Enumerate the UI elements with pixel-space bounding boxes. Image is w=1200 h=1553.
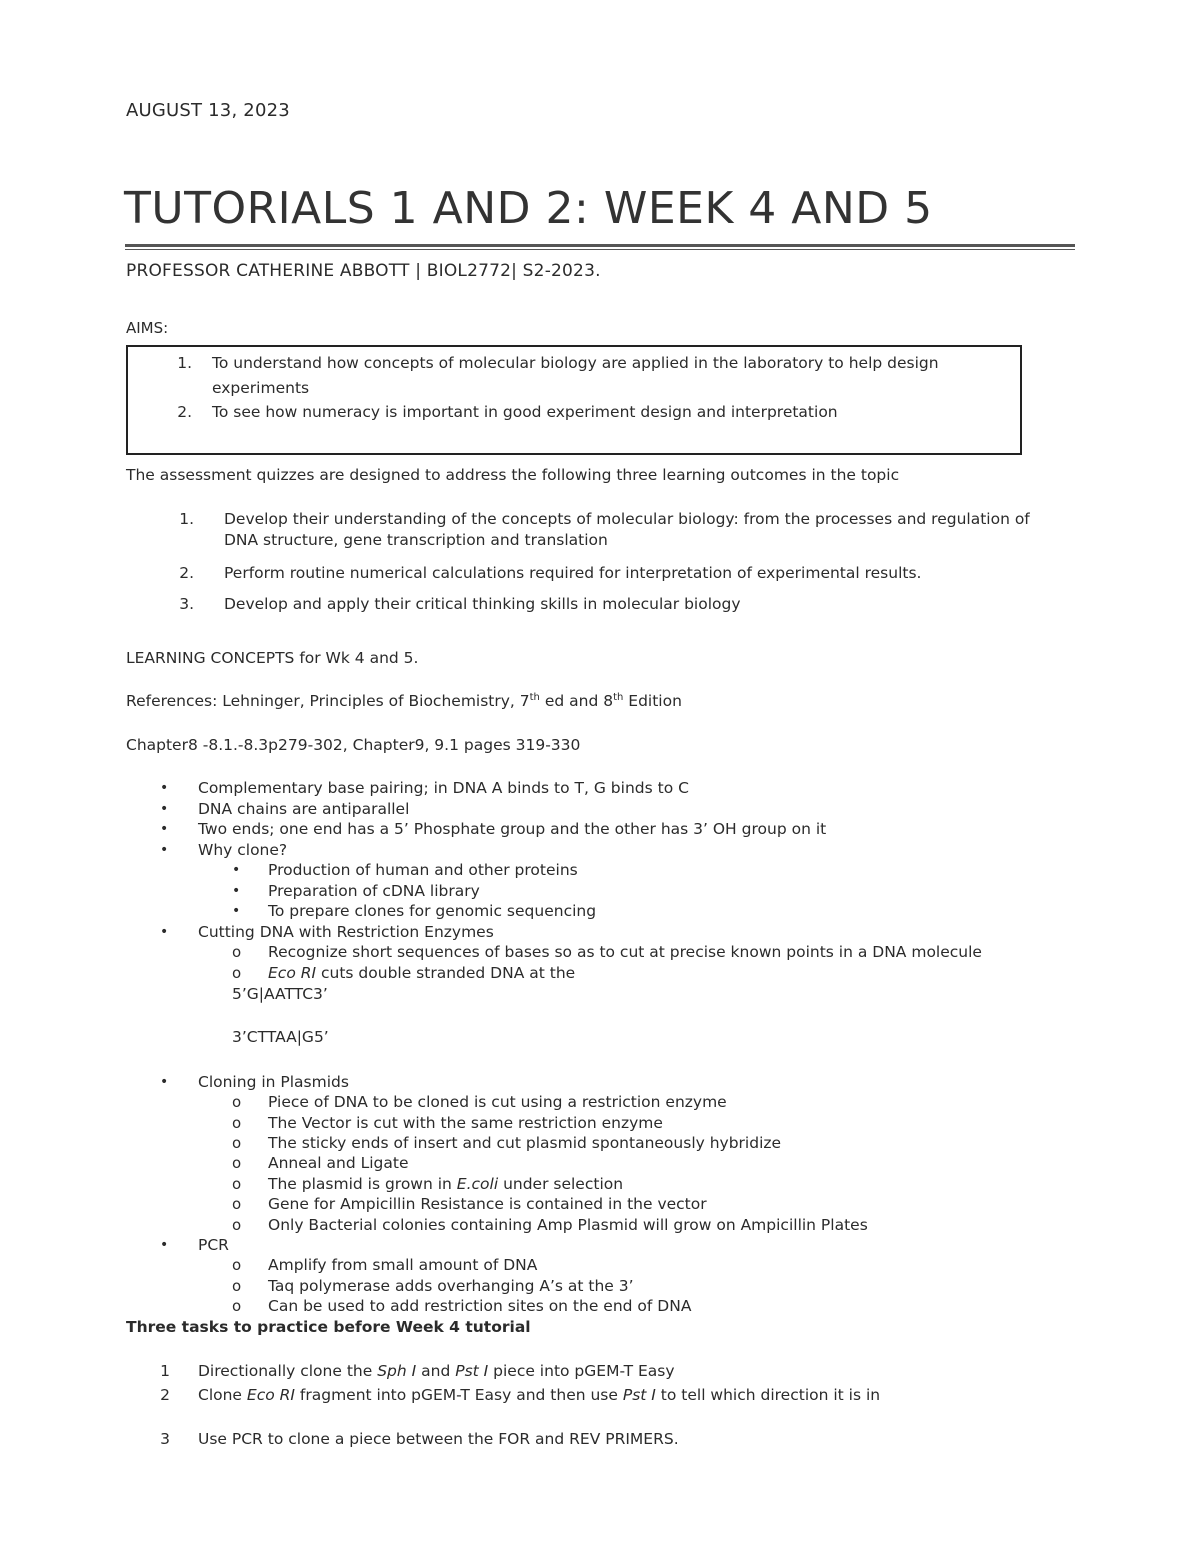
concept-sub-bullet: Anneal and Ligate [268,1154,409,1172]
bullet-glyph: • [160,821,169,837]
hollow-bullet-glyph: o [232,1154,242,1172]
aim-text-continued: experiments [212,379,310,397]
concept-sub-bullet: Amplify from small amount of DNA [268,1256,538,1274]
concept-sub-bullet: Can be used to add restriction sites on the end of DNA [268,1297,692,1315]
outcome-text: Develop their understanding of the concepts of molecular biology: from the processes and regulation of [224,510,1030,528]
concept-sub-bullet: Preparation of cDNA library [268,882,480,900]
sub-bullet-glyph: • [232,883,241,899]
concept-bullet: Why clone? [198,841,288,859]
title-rule-thick [125,244,1075,247]
aim-number: 2. [177,403,192,421]
hollow-bullet-glyph: o [232,1114,242,1132]
concept-sub-bullet: Eco RI cuts double stranded DNA at the [268,964,576,982]
hollow-bullet-glyph: o [232,1195,242,1213]
concept-sub-bullet: Taq polymerase adds overhanging A’s at the 3’ [268,1277,634,1295]
concept-bullet: Cloning in Plasmids [198,1073,349,1091]
bullet-glyph: • [160,924,169,940]
concept-sub-bullet: Gene for Ampicillin Resistance is contained in the vector [268,1195,707,1213]
concept-sub-bullet: Only Bacterial colonies containing Amp Plasmid will grow on Ampicillin Plates [268,1216,868,1234]
bullet-glyph: • [160,842,169,858]
outcome-text: Perform routine numerical calculations required for interpretation of experimental results. [224,564,922,582]
document-date: AUGUST 13, 2023 [126,100,290,121]
task-number: 3 [160,1430,170,1448]
bullet-glyph: • [160,1237,169,1253]
concept-sub-bullet: Recognize short sequences of bases so as to cut at precise known points in a DNA molecule [268,943,982,961]
concept-bullet: PCR [198,1236,229,1254]
concept-sub-bullet: The sticky ends of insert and cut plasmid spontaneously hybridize [268,1134,782,1152]
concept-sub-bullet: Piece of DNA to be cloned is cut using a restriction enzyme [268,1093,727,1111]
aim-number: 1. [177,354,192,372]
document-subtitle: PROFESSOR CATHERINE ABBOTT | BIOL2772| S2-2023. [126,261,601,281]
concept-bullet: Complementary base pairing; in DNA A binds to T, G binds to C [198,779,689,797]
learning-concepts-heading: LEARNING CONCEPTS for Wk 4 and 5. [126,649,419,667]
task-number: 1 [160,1362,170,1380]
concept-sub-bullet: The Vector is cut with the same restriction enzyme [268,1114,663,1132]
hollow-bullet-glyph: o [232,1093,242,1111]
hollow-bullet-glyph: o [232,1175,242,1193]
concept-bullet: DNA chains are antiparallel [198,800,410,818]
dna-sequence-top: 5’G|AATTC3’ [232,985,328,1003]
task-text: Directionally clone the Sph I and Pst I piece into pGEM-T Easy [198,1362,675,1380]
bullet-glyph: • [160,801,169,817]
task-text: Use PCR to clone a piece between the FOR and REV PRIMERS. [198,1430,679,1448]
concept-sub-bullet: To prepare clones for genomic sequencing [268,902,597,920]
concept-sub-bullet: The plasmid is grown in E.coli under selection [268,1175,624,1193]
bullet-glyph: • [160,1074,169,1090]
aim-text: To see how numeracy is important in good experiment design and interpretation [212,403,838,421]
aim-text: To understand how concepts of molecular biology are applied in the laboratory to help design [212,354,939,372]
task-text: Clone Eco RI fragment into pGEM-T Easy and then use Pst I to tell which direction it is in [198,1386,881,1404]
tasks-heading: Three tasks to practice before Week 4 tutorial [126,1318,531,1336]
chapters-line: Chapter8 -8.1.-8.3p279-302, Chapter9, 9.1 pages 319-330 [126,736,581,754]
outcome-text: Develop and apply their critical thinking skills in molecular biology [224,595,741,613]
aims-label: AIMS: [126,319,169,337]
outcome-number: 2. [179,564,194,582]
task-number: 2 [160,1386,170,1404]
outcome-text-continued: DNA structure, gene transcription and translation [224,531,608,549]
hollow-bullet-glyph: o [232,1256,242,1274]
concept-bullet: Cutting DNA with Restriction Enzymes [198,923,494,941]
outcome-number: 1. [179,510,194,528]
hollow-bullet-glyph: o [232,1216,242,1234]
hollow-bullet-glyph: o [232,1134,242,1152]
concept-sub-bullet: Production of human and other proteins [268,861,578,879]
concept-bullet: Two ends; one end has a 5’ Phosphate group and the other has 3’ OH group on it [198,820,827,838]
outcome-number: 3. [179,595,194,613]
hollow-bullet-glyph: o [232,1277,242,1295]
title-rule-thin [125,249,1075,250]
dna-sequence-bottom: 3’CTTAA|G5’ [232,1028,329,1046]
document-title: TUTORIALS 1 AND 2: WEEK 4 AND 5 [124,183,933,234]
sub-bullet-glyph: • [232,862,241,878]
references-line: References: Lehninger, Principles of Biochemistry, 7th ed and 8th Edition [126,691,682,710]
assessment-intro: The assessment quizzes are designed to address the following three learning outcomes in the topic [126,466,900,484]
bullet-glyph: • [160,780,169,796]
sub-bullet-glyph: • [232,903,241,919]
hollow-bullet-glyph: o [232,1297,242,1315]
hollow-bullet-glyph: o [232,964,242,982]
hollow-bullet-glyph: o [232,943,242,961]
